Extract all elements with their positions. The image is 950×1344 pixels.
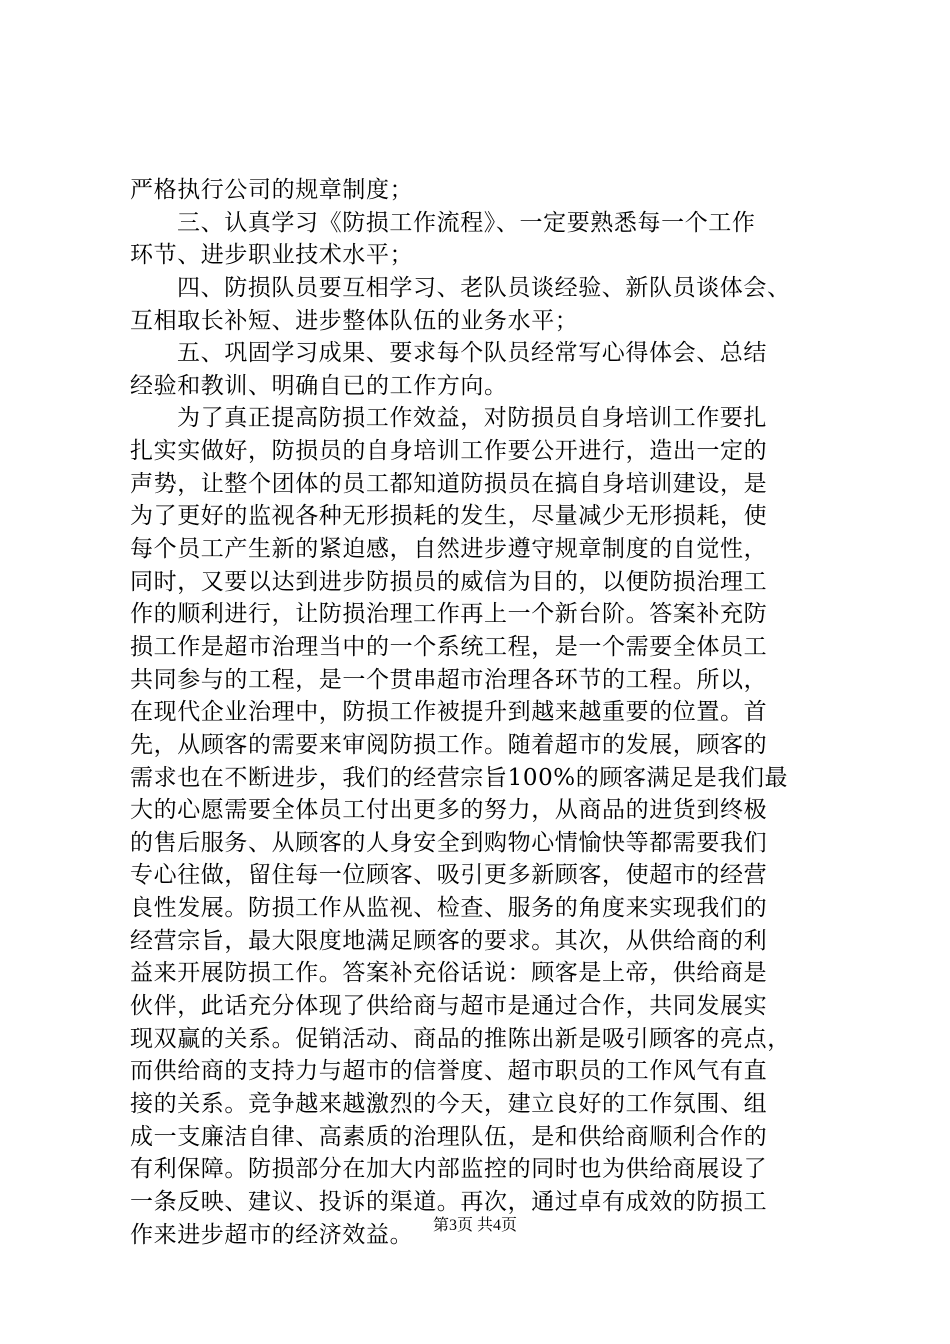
text-line: 互相取长补短、进步整体队伍的业务水平； (130, 307, 579, 334)
text-line: 为了更好的监视各种无形损耗的发生，尽量减少无形损耗，使 (130, 503, 768, 530)
text-line: 环节、进步职业技术水平； (130, 242, 414, 269)
text-line: 严格执行公司的规章制度； (130, 177, 414, 203)
text-line: 成一支廉洁自律、高素质的治理队伍，是和供给商顺利合作的 (130, 1123, 768, 1150)
text-line: 四、防损队员要互相学习、老队员谈经验、新队员谈体会、 (177, 274, 791, 301)
text-line: 有利保障。防损部分在加大内部监控的同时也为供给商展设了 (130, 1156, 768, 1183)
page-number: 第3页 共4页 (432, 1217, 517, 1234)
text-line: 经验和教训、明确自已的工作方向。 (130, 372, 508, 399)
text-line: 作的顺利进行，让防损治理工作再上一个新台阶。答案补充防 (130, 601, 768, 628)
text-line: 五、巩固学习成果、要求每个队员经常写心得体会、总结 (177, 340, 767, 367)
text-line: 三、认真学习《防损工作流程》、一定要熟悉每一个工作 (177, 209, 756, 236)
text-line: 每个员工产生新的紧迫感，自然进步遵守规章制度的自觉性， (130, 536, 768, 563)
text-line: 大的心愿需要全体员工付出更多的努力，从商品的进货到终极 (130, 797, 768, 824)
document-body (130, 174, 830, 1251)
text-line: 在现代企业治理中，防损工作被提升到越来越重要的位置。首 (130, 699, 768, 726)
text-line: 经营宗旨，最大限度地满足顾客的要求。其次，从供给商的利 (130, 927, 768, 954)
text-line: 声势，让整个团体的员工都知道防损员在搞自身培训建设，是 (130, 470, 768, 497)
text-line: 先，从顾客的需要来审阅防损工作。随着超市的发展，顾客的 (130, 731, 768, 758)
text-line: 为了真正提高防损工作效益，对防损员自身培训工作要扎 (177, 405, 767, 432)
text-line: 现双赢的关系。促销活动、商品的推陈出新是吸引顾客的亮点， (130, 1025, 791, 1052)
text-line: 作来进步超市的经济效益。 (130, 1221, 414, 1248)
text-line: 一条反映、建议、投诉的渠道。再次，通过卓有成效的防损工 (130, 1188, 768, 1215)
text-line: 益来开展防损工作。答案补充俗话说：顾客是上帝，供给商是 (130, 960, 768, 987)
text-line: 而供给商的支持力与超市的信誉度、超市职员的工作风气有直 (130, 1058, 768, 1085)
text-line: 共同参与的工程，是一个贯串超市治理各环节的工程。所以， (130, 666, 768, 693)
text-line: 伙伴，此话充分体现了供给商与超市是通过合作，共同发展实 (130, 993, 768, 1020)
text-line: 扎实实做好，防损员的自身培训工作要公开进行，造出一定的 (130, 438, 768, 465)
text-line: 损工作是超市治理当中的一个系统工程，是一个需要全体员工 (130, 633, 768, 660)
text-line: 需求也在不断进步，我们的经营宗旨100%的顾客满足是我们最 (130, 764, 789, 791)
text-line: 专心往做，留住每一位顾客、吸引更多新顾客，使超市的经营 (130, 862, 768, 889)
text-line: 的售后服务、从顾客的人身安全到购物心情愉快等都需要我们 (130, 829, 768, 856)
text-line: 同时，又要以达到进步防损员的威信为目的，以便防损治理工 (130, 568, 768, 595)
text-line: 接的关系。竞争越来越激烈的今天，建立良好的工作氛围、组 (130, 1090, 768, 1117)
text-line: 良性发展。防损工作从监视、检查、服务的角度来实现我们的 (130, 895, 768, 922)
